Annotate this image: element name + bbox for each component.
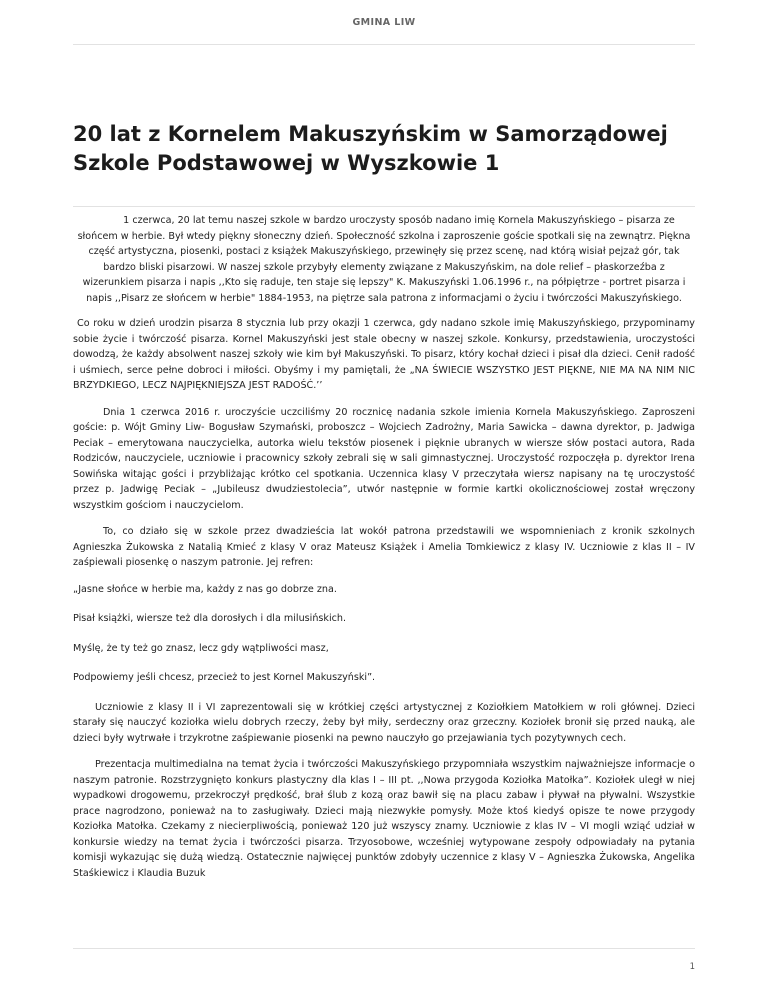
- paragraph-3: Dnia 1 czerwca 2016 r. uroczyście uczciliśmy 20 rocznicę nadania szkole imienia Kornela Makuszyńskiego. Zaproszeni goście: p. Wójt Gminy Liw- Bogusław Szymański, proboszcz – Wojciech Zadrożny, Maria Sawicka – dawna dyrektor, p. Jadwiga Peciak – emerytowana nauczycielka, autorka wielu tekstów piosenek i pięknie ubranych w wiersze słów postaci autora, Rada Rodziców, nauczyciele, uczniowie i pracownicy szkoły zebrali się w sali gimnastycznej. Uroczystość rozpoczęła p. dyrektor Irena Sowińska witając gości i przybliżając krótko cel spotkania. Uczennica klasy V przeczytała wiersz napisany na tę uroczystość przez p. Jadwigę Peciak – „Jubileusz dwudziestolecia”, utwór następnie w formie kartki okolicznościowej został wręczony wszystkim gościom i nauczycielom.: [73, 406, 695, 511]
- footer-divider: [73, 948, 695, 949]
- song-line-1: „Jasne słońce w herbie ma, każdy z nas go dobrze zna.: [73, 583, 337, 595]
- paragraph-2: Co roku w dzień urodzin pisarza 8 stycznia lub przy okazji 1 czerwca, gdy nadano szkole imię Makuszyńskiego, przypominamy sobie życie i twórczość pisarza. Kornel Makuszyński jest stale obecny w naszej szkole. Konkursy, przedstawienia, uroczystości dowodzą, że każdy absolwent naszej szkoły wie kim był Makuszyński. To pisarz, który kochał dzieci i pisał dla dzieci. Cenił radość i uśmiech, serce pełne dobroci i miłości. Obyśmy i my pamiętali, że „NA ŚWIECIE WSZYSTKO JEST PIĘKNE, NIE MA NA NIM NIC BRZYDKIEGO, LECZ NAJPIĘKNIEJSZA JEST RADOŚĆ.’’: [73, 318, 695, 391]
- song-line-2: Pisał książki, wiersze też dla dorosłych i dla milusińskich.: [73, 613, 347, 624]
- site-header: GMINA LIW: [352, 17, 416, 28]
- paragraph-1: 1 czerwca, 20 lat temu naszej szkole w bardzo uroczysty sposób nadano imię Kornela Makuszyńskiego – pisarza ze słońcem w herbie. Był wtedy piękny słoneczny dzień. Społeczność szkolna i zaproszenie goście spotkali się na zewnątrz. Piękna część artystyczna, piosenki, postaci z książek Makuszyńskiego, przewinęły się przez scenę, nad którą wisiał pejzaż gór, tak bardzo bliski pisarzowi. W naszej szkole przybyły elementy związane z Makuszyńskim, na dole relief – płaskorzeźba z wizerunkiem pisarza i napis ,,Kto się raduje, ten staje się lepszy" K. Makuszyński 1.06.1996 r., na półpiętrze - portret pisarza i napis ,,Pisarz ze słońcem w herbie" 1884-1953, na piętrze sala patrona z informacjami o życiu i twórczości Makuszyńskiego.: [77, 215, 691, 304]
- song-line-4: Podpowiemy jeśli chcesz, przecież to jest Kornel Makuszyński”.: [73, 672, 376, 683]
- paragraph-6: Prezentacja multimedialna na temat życia i twórczości Makuszyńskiego przypomniała wszystkim najważniejsze informacje o naszym patronie. Rozstrzygnięto konkurs plastyczny dla klas I – III pt. ,,Nowa przygoda Koziołka Matołka”. Koziołek uległ w niej wypadkowi drogowemu, przekroczył prędkość, brał ślub z kozą oraz bawił się na placu zabaw i pływał na pływalni. Wszystkie prace nagrodzono, ponieważ na to zasługiwały. Dzieci mają niezwykłe pomysły. Może ktoś kiedyś opisze te nowe przygody Koziołka Matołka. Czekamy z niecierpliwością, ponieważ 120 już wszyscy znamy. Uczniowie z klas IV – VI mogli wziąć udział w konkursie wiedzy na temat życia i twórczości pisarza. Trzyosobowe, wcześniej wytypowane zespoły odpowiadały na pytania komisji wykazując się dużą wiedzą. Ostatecznie najwięcej punktów zdobyły uczennice z klasy V – Agnieszka Żukowska, Angelika Staśkiewicz i Klaudia Buzuk: [73, 759, 695, 879]
- header-divider: [73, 44, 695, 45]
- title-divider: [73, 206, 695, 207]
- paragraph-5: Uczniowie z klasy II i VI zaprezentowali się w krótkiej części artystycznej z Koziołkiem Matołkiem w roli głównej. Dzieci starały się nauczyć koziołka wielu dobrych rzeczy, żeby był miły, serdeczny oraz grzeczny. Koziołek bronił się przed nauką, ale dzieci były wytrwałe i trzykrotne zaśpiewanie piosenki na pewno nauczyło go przejawiania tych pozytywnych cech.: [73, 701, 695, 744]
- paragraph-4: To, co działo się w szkole przez dwadzieścia lat wokół patrona przedstawili we wspomnieniach z kronik szkolnych Agnieszka Żukowska z Natalią Kmieć z klasy V oraz Mateusz Książek i Amelia Tomkiewicz z klasy IV. Uczniowie z klas II – IV zaśpiewali piosenkę o naszym patronie. Jej refren:: [73, 526, 695, 568]
- page-number: 1: [689, 962, 695, 972]
- article-body: [73, 213, 695, 892]
- song-line-3: Myślę, że ty też go znasz, lecz gdy wątpliwości masz,: [73, 642, 329, 654]
- article-title: 20 lat z Kornelem Makuszyńskim w Samorządowej Szkole Podstawowej w Wyszkowie 1: [73, 122, 668, 175]
